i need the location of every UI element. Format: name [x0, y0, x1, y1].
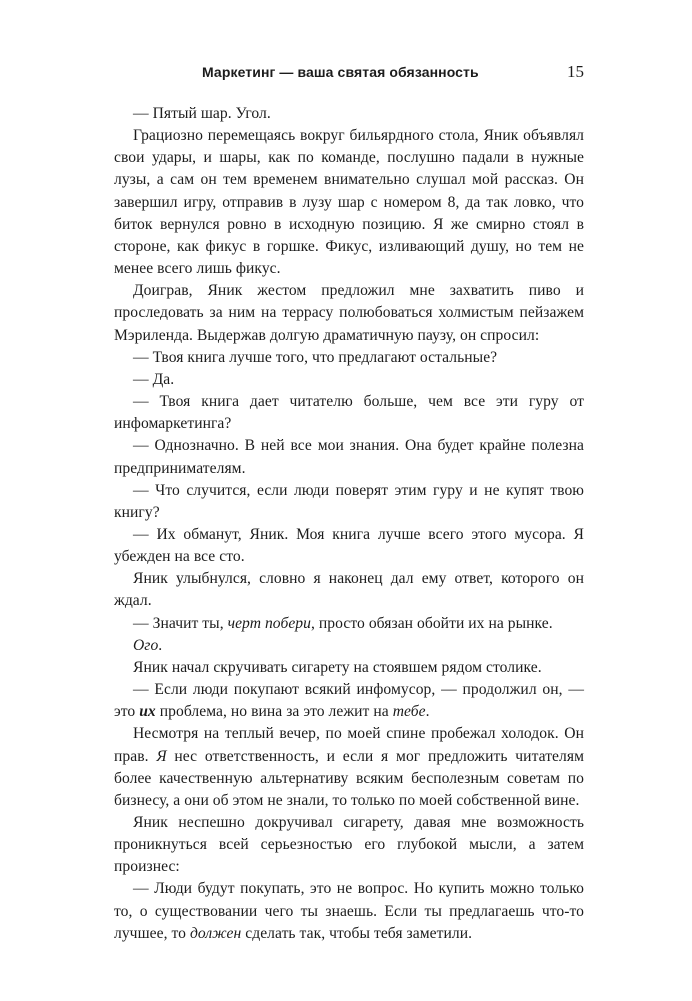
paragraph: — Да. — [133, 370, 175, 388]
body-text — [114, 103, 584, 945]
text-run: — Если люди покупают всякий инфомусор, — продолжил он, — это — [114, 681, 584, 721]
text-run: Несмотря на теплый вечер, по моей спине пробежал холодок. Он прав. — [114, 725, 584, 765]
paragraph: — Твоя книга лучше того, что предлагают остальные? — [133, 348, 498, 366]
paragraph: Яник неспешно докручивал сигарету, давая мне возможность проникнуться всей серьезностью его глубокой мысли, а затем произнес: — [114, 814, 584, 876]
text-run: — Люди будут покупать, это не вопрос. Но купить можно только то, о существовании чего ты знаешь. Если ты предлагаешь что-то лучшее, то — [114, 880, 584, 942]
paragraph: Доиграв, Яник жестом предложил мне захватить пиво и проследовать за ним на террасу полюбоваться холмистым пейзажем Мэриленда. Выдержав долгую драматичную паузу, он спросил: — [114, 282, 584, 344]
paragraph: Яник начал скручивать сигарету на стоявшем рядом столике. — [133, 658, 542, 676]
text-run: нес ответственность, и если я мог предложить читателям более качественную альтернативу всяким бесполезным советам по бизнесу, а они об этом не знали, то только по моей собственной вине. — [114, 747, 584, 809]
paragraph: — Их обманут, Яник. Моя книга лучше всего этого мусора. Я убежден на все сто. — [114, 525, 584, 566]
text-run: . — [158, 636, 163, 654]
running-title: Маркетинг — ваша святая обязанность — [202, 64, 479, 80]
paragraph: — Твоя книга дает читателю больше, чем все эти гуру от инфомаркетинга? — [114, 393, 584, 433]
page-number: 15 — [567, 62, 584, 81]
paragraph — [114, 723, 584, 812]
paragraph — [114, 878, 584, 944]
paragraph: — Однозначно. В ней все мои знания. Она будет крайне полезна предпринимателям. — [114, 437, 584, 477]
paragraph: — Пятый шар. Угол. — [133, 105, 271, 122]
paragraph — [114, 613, 584, 635]
italic-emphasis: черт побери — [227, 614, 312, 632]
italic-emphasis: должен — [189, 924, 242, 942]
italic-emphasis: Ого — [133, 636, 159, 654]
paragraph — [114, 679, 584, 723]
text-run: , просто обязан обойти их на рынке. — [311, 614, 553, 632]
running-header — [114, 62, 584, 86]
italic-emphasis: Я — [156, 747, 167, 765]
text-run: сделать так, чтобы тебя заметили. — [241, 924, 473, 942]
paragraph: Яник улыбнулся, словно я наконец дал ему ответ, которого он ждал. — [114, 570, 584, 610]
bold-italic-emphasis: их — [139, 703, 156, 721]
text-run: . — [425, 703, 430, 721]
paragraph: Грациозно перемещаясь вокруг бильярдного стола, Яник объявлял свои удары, и шары, как по команде, послушно падали в нужные лузы, а сам он тем временем внимательно слушал мой рассказ. Он завершил игру, отправив в лузу шар с номером 8, да так ловко, что биток вернулся ровно в исходную позицию. Я же смирно стоял в стороне, как фикус в горшке. Фикус, изливающий душу, но тем не менее всего лишь фикус. — [114, 127, 584, 278]
text-run: — Значит ты, — [133, 614, 228, 632]
italic-emphasis: тебе — [392, 703, 426, 721]
text-run: проблема, но вина за это лежит на — [155, 703, 393, 721]
paragraph — [114, 635, 584, 657]
paragraph: — Что случится, если люди поверят этим гуру и не купят твою книгу? — [114, 481, 584, 521]
